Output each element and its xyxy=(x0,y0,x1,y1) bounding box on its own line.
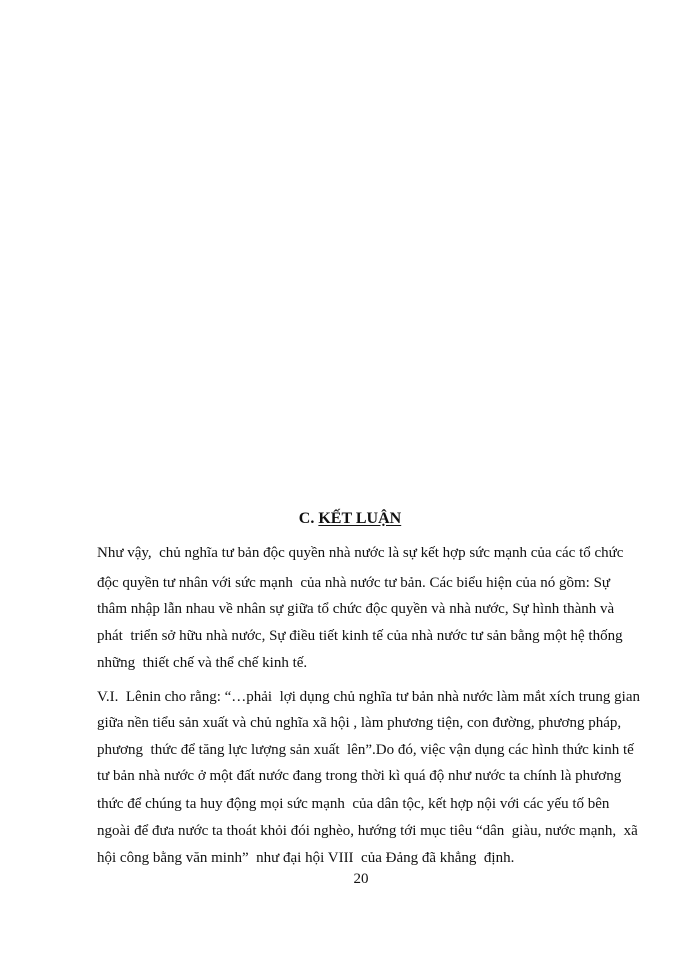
section-letter: C. xyxy=(298,510,315,527)
paragraph-line: ngoài để đưa nước ta thoát khỏi đói nghèo, hướng tới mục tiêu “dân giàu, nước mạnh, xã xyxy=(97,823,638,839)
paragraph-line: Như vậy, chủ nghĩa tư bản độc quyền nhà nước là sự kết hợp sức mạnh của các tổ chức xyxy=(97,545,624,561)
paragraph-line: tư bản nhà nước ở một đất nước đang trong thời kì quá độ như nước ta chính là phương xyxy=(97,768,622,784)
paragraph-line: những thiết chế và thể chế kinh tế. xyxy=(97,655,308,671)
paragraph-line: hội công bằng văn minh” như đại hội VIII của Đảng đã khẳng định. xyxy=(97,850,515,866)
paragraph-line: phát triển sở hữu nhà nước, Sự điều tiết kinh tế của nhà nước tư sản bằng một hệ thống xyxy=(97,628,623,644)
paragraph-line: độc quyền tư nhân với sức mạnh của nhà nước tư bản. Các biểu hiện của nó gồm: Sự xyxy=(97,575,611,591)
paragraph-line: V.I. Lênin cho rằng: “…phải lợi dụng chủ nghĩa tư bản nhà nước làm mắt xích trung gian xyxy=(97,689,640,705)
page-number: 20 xyxy=(353,871,369,887)
paragraph-line: phương thức để tăng lực lượng sản xuất lên”.Do đó, việc vận dụng các hình thức kinh tế xyxy=(97,742,634,758)
section-heading xyxy=(0,509,700,529)
paragraph-line: thức để chúng ta huy động mọi sức mạnh của dân tộc, kết hợp nội với các yếu tố bên xyxy=(97,796,610,812)
paragraph-line: thâm nhập lẫn nhau về nhân sự giữa tổ chức độc quyền và nhà nước, Sự hình thành và xyxy=(97,601,615,617)
section-title: KẾT LUẬN xyxy=(318,510,402,527)
paragraph-line: giữa nền tiểu sản xuất và chủ nghĩa xã hội , làm phương tiện, con đường, phương pháp, xyxy=(97,715,622,731)
